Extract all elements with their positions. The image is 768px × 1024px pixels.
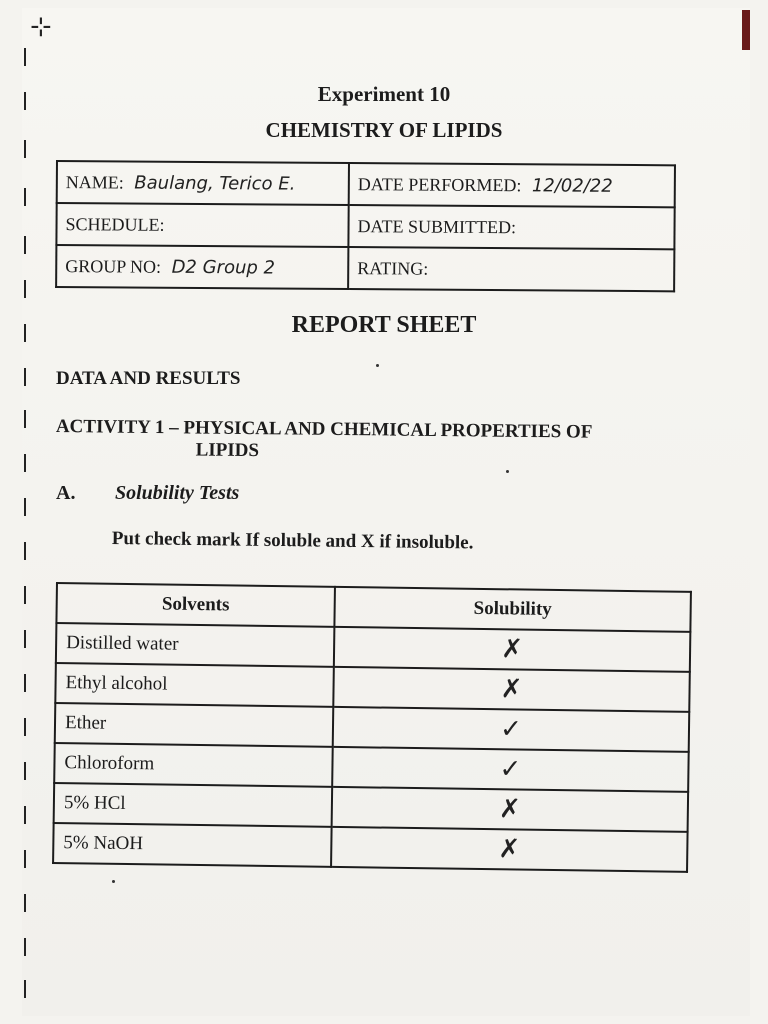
page-edge bbox=[742, 10, 750, 50]
header-solvents: Solvents bbox=[56, 583, 335, 627]
group-label: GROUP NO: bbox=[65, 255, 162, 277]
corner-mark: ⊹ bbox=[30, 12, 52, 42]
paper-speck bbox=[506, 470, 509, 473]
info-row bbox=[56, 203, 674, 249]
date-submitted-cell bbox=[348, 205, 674, 249]
margin-tick bbox=[24, 806, 26, 824]
solvent-cell: 5% HCl bbox=[54, 783, 333, 827]
name-cell bbox=[57, 161, 349, 205]
table-row bbox=[53, 823, 687, 872]
solvent-cell: Ethyl alcohol bbox=[55, 663, 334, 707]
margin-tick bbox=[24, 630, 26, 648]
margin-tick bbox=[24, 938, 26, 956]
name-value: Baulang, Terico E. bbox=[134, 172, 296, 195]
rating-cell bbox=[348, 247, 674, 291]
margin-tick bbox=[24, 454, 26, 472]
solubility-mark: ✓ bbox=[332, 747, 689, 792]
solvent-cell: Chloroform bbox=[54, 743, 333, 787]
paper-speck bbox=[112, 880, 115, 883]
solubility-mark: ✗ bbox=[334, 627, 691, 672]
subsection-heading bbox=[56, 482, 239, 505]
solubility-table bbox=[52, 582, 692, 873]
margin-tick bbox=[24, 498, 26, 516]
info-row bbox=[56, 245, 674, 291]
margin-tick bbox=[24, 280, 26, 298]
date-performed-value: 12/02/22 bbox=[531, 174, 613, 197]
subsection-name: Solubility Tests bbox=[115, 482, 240, 504]
margin-tick bbox=[24, 236, 26, 254]
margin-tick bbox=[24, 762, 26, 780]
schedule-cell bbox=[56, 203, 348, 247]
margin-tick bbox=[24, 718, 26, 736]
subsection-letter: A. bbox=[56, 482, 76, 504]
schedule-label: SCHEDULE: bbox=[65, 213, 165, 235]
margin-tick bbox=[24, 850, 26, 868]
solubility-mark: ✓ bbox=[333, 707, 690, 752]
activity-line-1: ACTIVITY 1 – PHYSICAL AND CHEMICAL PROPERTIES OF bbox=[55, 416, 593, 443]
activity-line-2: LIPIDS bbox=[195, 439, 260, 462]
instruction-text: Put check mark If soluble and X if insoluble. bbox=[111, 528, 474, 554]
date-submitted-label: DATE SUBMITTED: bbox=[357, 215, 517, 237]
group-value: D2 Group 2 bbox=[171, 256, 276, 279]
rating-label: RATING: bbox=[357, 257, 429, 279]
group-cell bbox=[56, 245, 348, 289]
margin-tick bbox=[24, 410, 26, 428]
student-info-table bbox=[55, 160, 676, 292]
margin-ticks bbox=[24, 40, 30, 1020]
solubility-mark: ✗ bbox=[333, 667, 690, 712]
margin-tick bbox=[24, 980, 26, 998]
experiment-number: Experiment 10 bbox=[317, 82, 451, 106]
name-label: NAME: bbox=[65, 171, 124, 192]
experiment-title: CHEMISTRY OF LIPIDS bbox=[265, 118, 503, 142]
date-performed-label: DATE PERFORMED: bbox=[357, 173, 522, 195]
solvent-cell: Distilled water bbox=[56, 623, 335, 667]
margin-tick bbox=[24, 368, 26, 386]
header-solubility: Solubility bbox=[334, 587, 691, 632]
solubility-mark: ✗ bbox=[332, 787, 689, 832]
margin-tick bbox=[24, 674, 26, 692]
date-performed-cell bbox=[349, 163, 675, 207]
margin-tick bbox=[24, 48, 26, 66]
info-row bbox=[57, 161, 675, 207]
activity-heading bbox=[56, 416, 676, 466]
margin-tick bbox=[24, 188, 26, 206]
solubility-mark: ✗ bbox=[331, 827, 688, 872]
paper-speck bbox=[376, 364, 379, 367]
margin-tick bbox=[24, 894, 26, 912]
report-title: REPORT SHEET bbox=[291, 312, 477, 338]
margin-tick bbox=[24, 542, 26, 560]
section-heading: DATA AND RESULTS bbox=[56, 368, 241, 389]
solvent-cell: Ether bbox=[55, 703, 334, 747]
solvent-cell: 5% NaOH bbox=[53, 823, 332, 867]
margin-tick bbox=[24, 586, 26, 604]
